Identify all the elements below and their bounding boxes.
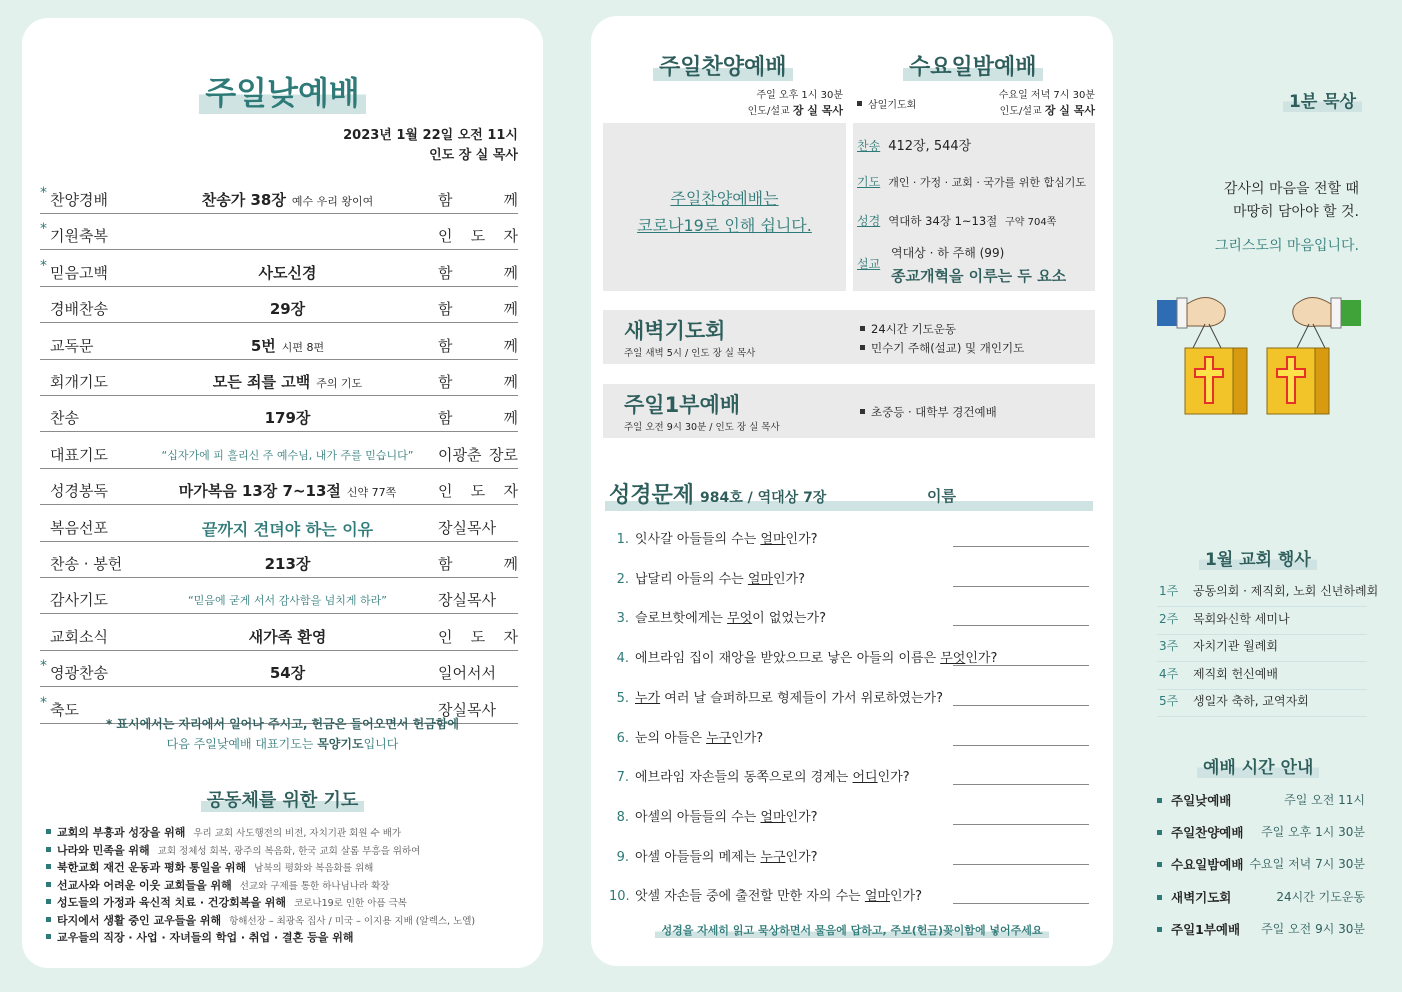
bullet-icon — [1157, 862, 1162, 867]
question-number: 2. — [616, 571, 629, 587]
order-item-main: 179장 — [264, 409, 311, 428]
bullet-icon — [46, 882, 51, 887]
quiz-question — [609, 568, 1089, 588]
order-item-name: 회개기도 — [50, 373, 108, 391]
order-star: * — [40, 257, 47, 274]
event-item — [1157, 690, 1367, 717]
order-item-name: 감사기도 — [50, 591, 108, 610]
order-row — [40, 438, 518, 469]
praise-service-notice: 주일찬양예배는 코로나19로 인해 쉽니다. — [637, 189, 812, 235]
quiz-question — [609, 727, 1089, 747]
order-row — [40, 256, 518, 287]
prayer-detail: 선교와 구제를 통한 하나님나라 확장 — [239, 880, 390, 892]
bullet-icon — [46, 864, 51, 869]
order-item-who: 이광춘 장로 — [438, 445, 518, 464]
schedule-name: 주일낮예배 — [1171, 793, 1232, 808]
event-text: 제직회 헌신예배 — [1193, 666, 1278, 681]
event-text: 생일자 축하, 교역자회 — [1193, 694, 1309, 709]
prayer-head: 타지에서 생활 중인 교우들을 위해 — [57, 913, 222, 927]
order-item-sub: 시편 8편 — [281, 340, 325, 354]
quiz-footer: 성경을 자세히 읽고 묵상하면서 물음에 답하고, 주보(헌금)꽂이함에 넣어주세요 — [591, 922, 1113, 938]
order-item-who: 장실목사 — [438, 518, 496, 537]
order-row — [40, 474, 518, 505]
order-item-name: 복음선포 — [50, 518, 108, 537]
question-text: 잇사갈 아들들의 수는 얼마인가? — [635, 532, 818, 547]
order-item-name: 영광찬송 — [50, 664, 108, 683]
prayer-head: 교회의 부흥과 성장을 위해 — [57, 826, 186, 839]
meditation-line-3: 그리스도의 마음입니다. — [1214, 238, 1359, 254]
order-item-who: 함 께 — [438, 555, 518, 573]
order-star: * — [40, 221, 47, 238]
order-item-name: 경배찬송 — [50, 300, 108, 319]
prayer-item — [46, 859, 373, 875]
question-number: 1. — [616, 532, 629, 547]
answer-line — [953, 903, 1089, 904]
order-item-name: 기원축복 — [50, 227, 108, 246]
bible-quiz-title: 성경문제 984호 / 역대상 7장 — [609, 483, 827, 508]
order-item-who: 인 도 자 — [438, 227, 518, 246]
order-item-main: “십자가에 피 흘리신 주 예수님, 내가 주를 믿습니다” — [161, 448, 414, 462]
bullet-icon — [1157, 927, 1162, 932]
answer-line — [953, 546, 1089, 547]
schedule-time: 수요일 저녁 7시 30분 — [1249, 857, 1365, 872]
answer-line — [953, 784, 1089, 785]
quiz-question — [609, 806, 1089, 826]
sunday-service-title: 주일낮예배 — [22, 68, 543, 114]
prayer-head: 나라와 민족을 위해 — [57, 843, 150, 857]
order-item-who: 함 께 — [438, 409, 518, 428]
event-item — [1157, 663, 1367, 690]
answer-line — [953, 824, 1089, 825]
wed-hymn: 찬송 412장, 544장 — [857, 139, 972, 154]
order-item-who: 함 께 — [438, 191, 518, 209]
order-item-name: 교회소식 — [50, 627, 108, 646]
order-row — [40, 511, 518, 542]
order-item-who: 함 께 — [438, 373, 518, 391]
community-prayer-title: 공동체를 위한 기도 — [22, 786, 543, 812]
bullet-icon — [46, 829, 51, 834]
event-item — [1157, 635, 1367, 662]
order-item-who: 장실목사 — [438, 700, 496, 719]
order-item-content — [135, 298, 440, 319]
question-number: 3. — [616, 611, 629, 627]
order-item-main: 29장 — [269, 300, 306, 319]
order-row — [40, 656, 518, 687]
bullet-icon — [1157, 830, 1162, 835]
service-leader: 인도 장 실 목사 — [429, 148, 518, 163]
prayer-detail: 교회 정체성 회복, 광주의 복음화, 한국 교회 살롬 부흥을 위하여 — [157, 845, 421, 857]
order-item-name: 대표기도 — [50, 445, 108, 464]
quiz-question — [609, 528, 1089, 548]
question-number: 8. — [616, 809, 629, 825]
prayer-head: 북한교회 재건 운동과 평화 통일을 위해 — [57, 861, 247, 874]
order-item-main: 새가족 환영 — [248, 627, 327, 646]
event-item — [1157, 608, 1367, 635]
prayer-item — [46, 877, 389, 893]
question-number: 7. — [616, 770, 629, 786]
order-item-content — [135, 592, 440, 608]
question-number: 5. — [616, 690, 629, 706]
order-star: * — [40, 185, 47, 201]
schedule-item — [1157, 888, 1365, 906]
order-item-who: 인 도 자 — [438, 482, 518, 501]
order-item-content — [135, 407, 440, 428]
order-item-content — [135, 553, 440, 574]
quiz-name-label: 이름 — [927, 487, 956, 505]
service-date: 2023년 1월 22일 오전 11시 — [343, 128, 518, 143]
wednesday-subtitle: 삼일기도회 — [857, 98, 916, 113]
question-text: 누가 여러 날 슬퍼하므로 형제들이 가서 위로하였는가? — [635, 690, 943, 706]
order-item-main: “믿음에 굳게 서서 감사함을 넘치게 하라” — [188, 594, 387, 608]
order-row — [40, 292, 518, 323]
bullet-icon — [46, 934, 51, 939]
meditation-title: 1분 묵상 — [1283, 87, 1362, 112]
prayer-head: 교우들의 직장 · 사업 · 자녀들의 학업 · 취업 · 결혼 등을 위해 — [57, 931, 354, 944]
question-text: 앗셀 자손들 중에 출전할 만한 자의 수는 얼마인가? — [635, 889, 923, 905]
question-text: 눈의 아들은 누구인가? — [635, 730, 764, 746]
prayer-item — [46, 929, 353, 945]
event-text: 자치기관 월례회 — [1193, 639, 1278, 654]
order-item-content — [135, 335, 440, 356]
order-item-main: 213장 — [264, 555, 311, 573]
events-title: 1월 교회 행사 — [1199, 545, 1317, 570]
order-item-main: 찬송가 38장 — [201, 191, 286, 209]
order-item-name: 찬송 — [50, 409, 79, 428]
order-row — [40, 620, 518, 651]
gift-hands-illustration — [1157, 296, 1361, 446]
schedule-name: 주일찬양예배 — [1171, 825, 1244, 841]
answer-line — [953, 586, 1089, 587]
order-item-main: 54장 — [269, 664, 306, 683]
order-item-name: 축도 — [50, 700, 79, 719]
order-row — [40, 329, 518, 360]
wed-sermon: 설교 — [857, 257, 881, 271]
question-text: 에브라임 집이 재앙을 받았으므로 낳은 아들의 이름은 무엇인가? — [635, 651, 998, 667]
order-item-content — [135, 480, 440, 501]
order-item-who: 함 께 — [438, 336, 518, 355]
order-item-content — [135, 189, 440, 210]
services-panel — [591, 16, 1113, 966]
praise-service-notice-box — [603, 123, 846, 291]
quiz-question — [609, 885, 1089, 905]
question-text: 아셀 아들들의 메제는 누구인가? — [635, 849, 818, 865]
order-item-name: 성경봉독 — [50, 482, 108, 501]
order-item-who: 장실목사 — [438, 591, 496, 610]
event-week: 4주 — [1159, 666, 1179, 681]
answer-line — [953, 625, 1089, 626]
order-item-sub: 예수 우리 왕이여 — [291, 195, 374, 208]
bullet-icon — [46, 917, 51, 922]
order-row — [40, 547, 518, 578]
order-item-who: 인 도 자 — [438, 627, 518, 646]
quiz-question — [609, 607, 1089, 627]
schedule-time: 주일 오전 9시 30분 — [1261, 921, 1365, 936]
order-item-main: 마가복음 13장 7~13절 — [178, 482, 341, 501]
order-item-content — [135, 517, 440, 540]
prayer-head: 성도들의 가정과 육신적 치료 · 건강회복을 위해 — [57, 896, 287, 909]
wed-prayer: 기도 개인 · 가정 · 교회 · 국가를 위한 합심기도 — [857, 175, 1087, 189]
question-text: 아셀의 아들들의 수는 얼마인가? — [635, 809, 818, 825]
schedule-item — [1157, 855, 1365, 873]
schedule-title: 예배 시간 안내 — [1197, 753, 1319, 778]
prayer-detail: 우리 교회 사도행전의 비전, 자치기관 회원 수 배가 — [193, 828, 402, 839]
wed-sermon-title: 종교개혁을 이루는 두 요소 — [891, 267, 1067, 285]
order-item-who: 함 께 — [438, 300, 518, 319]
order-item-who: 함 께 — [438, 263, 518, 282]
bullet-icon — [1157, 895, 1162, 900]
quiz-question — [609, 766, 1089, 786]
next-prayer-note: 다음 주일낮예배 대표기도는 목양기도입니다 — [166, 737, 399, 751]
order-row — [40, 401, 518, 432]
question-text: 납달리 아들의 수는 얼마인가? — [635, 571, 806, 587]
order-item-name: 찬송 · 봉헌 — [50, 555, 123, 573]
question-number: 10. — [609, 889, 630, 905]
event-item — [1157, 580, 1379, 607]
wednesday-service-info: 수요일 저녁 7시 30분 인도/설교 장 실 목사 — [998, 90, 1095, 117]
event-text: 목회와신학 세미나 — [1193, 611, 1290, 626]
answer-line — [953, 705, 1089, 706]
schedule-name: 주일1부예배 — [1171, 921, 1241, 937]
wednesday-service-title: 수요일밤예배 — [903, 50, 1043, 81]
order-item-main: 끝까지 견뎌야 하는 이유 — [201, 519, 374, 539]
question-text: 슬로브핫에게는 무엇이 없었는가? — [635, 611, 826, 627]
schedule-name: 수요일밤예배 — [1171, 857, 1244, 873]
order-star: * — [40, 694, 47, 711]
order-row — [40, 219, 518, 250]
sunday-service-panel — [22, 18, 543, 968]
bullet-icon — [46, 899, 51, 904]
meditation-line-2: 마땅히 담아야 할 것. — [1233, 204, 1359, 220]
bullet-icon — [46, 847, 51, 852]
question-number: 6. — [616, 730, 629, 746]
schedule-item — [1157, 823, 1365, 841]
order-item-sub: 신약 77쪽 — [346, 486, 397, 500]
order-item-name: 교독문 — [50, 336, 94, 355]
question-number: 9. — [616, 849, 629, 865]
order-item-content — [135, 626, 440, 647]
prayer-detail: 코로나19로 인한 아픔 극복 — [294, 898, 407, 909]
prayer-head: 선교사와 어려운 이웃 교회들을 위해 — [57, 878, 232, 892]
order-item-content — [135, 662, 440, 683]
question-text: 에브라임 자손들의 동쪽으로의 경계는 어디인가? — [635, 770, 910, 786]
schedule-time: 24시간 기도운동 — [1276, 889, 1365, 904]
order-item-content — [135, 262, 440, 283]
order-item-who: 일어서서 — [438, 664, 496, 683]
wed-scripture: 성경 역대하 34장 1~13절 구약 704쪽 — [857, 214, 1057, 228]
order-item-main: 5번 — [250, 336, 276, 355]
answer-line — [953, 745, 1089, 746]
quiz-question — [609, 846, 1089, 866]
standing-note: * 표시에서는 자리에서 일어나 주시고, 헌금은 들어오면서 헌금함에 — [105, 717, 460, 731]
order-item-main: 모든 죄를 고백 — [212, 373, 311, 391]
prayer-item — [46, 842, 420, 858]
order-star: * — [40, 658, 47, 675]
order-row — [40, 365, 518, 396]
prayer-item — [46, 824, 401, 840]
event-week: 3주 — [1159, 639, 1179, 654]
schedule-time: 주일 오전 11시 — [1284, 793, 1365, 807]
schedule-item — [1157, 791, 1365, 809]
schedule-time: 주일 오후 1시 30분 — [1261, 825, 1365, 840]
event-text: 공동의회 · 제직회, 노회 신년하례회 — [1193, 584, 1379, 598]
schedule-item — [1157, 920, 1365, 938]
order-item-main: 사도신경 — [258, 263, 317, 282]
order-item-sub: 주의 기도 — [316, 377, 363, 390]
prayer-detail: 항해선장 – 최광옥 집사 / 미국 – 이지용 지배 (알렉스, 노엘) — [229, 915, 476, 927]
quiz-question — [609, 647, 1089, 667]
answer-line — [953, 864, 1089, 865]
prayer-item — [46, 894, 407, 910]
order-item-name: 찬양경배 — [50, 191, 108, 209]
order-row — [40, 583, 518, 614]
event-week: 5주 — [1159, 694, 1179, 709]
order-item-content — [135, 371, 440, 392]
wednesday-service-box — [853, 123, 1095, 291]
order-item-content — [135, 447, 440, 463]
quiz-question — [609, 687, 1089, 707]
answer-line — [953, 665, 1089, 666]
bullet-icon — [1157, 798, 1162, 803]
meditation-line-1: 감사의 마음을 전할 때 — [1223, 181, 1359, 197]
praise-service-info: 주일 오후 1시 30분 인도/설교 장 실 목사 — [747, 90, 843, 117]
question-number: 4. — [616, 651, 629, 667]
schedule-name: 새벽기도회 — [1171, 889, 1232, 905]
prayer-detail: 남북의 평화와 복음화를 위해 — [254, 863, 374, 874]
event-week: 2주 — [1159, 611, 1179, 626]
event-week: 1주 — [1159, 584, 1179, 598]
praise-service-title: 주일찬양예배 — [653, 50, 793, 81]
prayer-item — [46, 912, 475, 928]
order-item-name: 믿음고백 — [50, 263, 108, 282]
first-service-bar: 주일1부예배 주일 오전 9시 30분 / 인도 장 실 목사 초중등 · 대학부 경건예배 — [603, 384, 1095, 438]
dawn-prayer-bar: 새벽기도회 주일 새벽 5시 / 인도 장 실 목사 24시간 기도운동 민수기 주해(설교) 및 개인기도 — [603, 310, 1095, 364]
wed-sermon-series: 역대상 · 하 주해 (99) — [891, 246, 1005, 260]
order-row — [40, 183, 518, 214]
